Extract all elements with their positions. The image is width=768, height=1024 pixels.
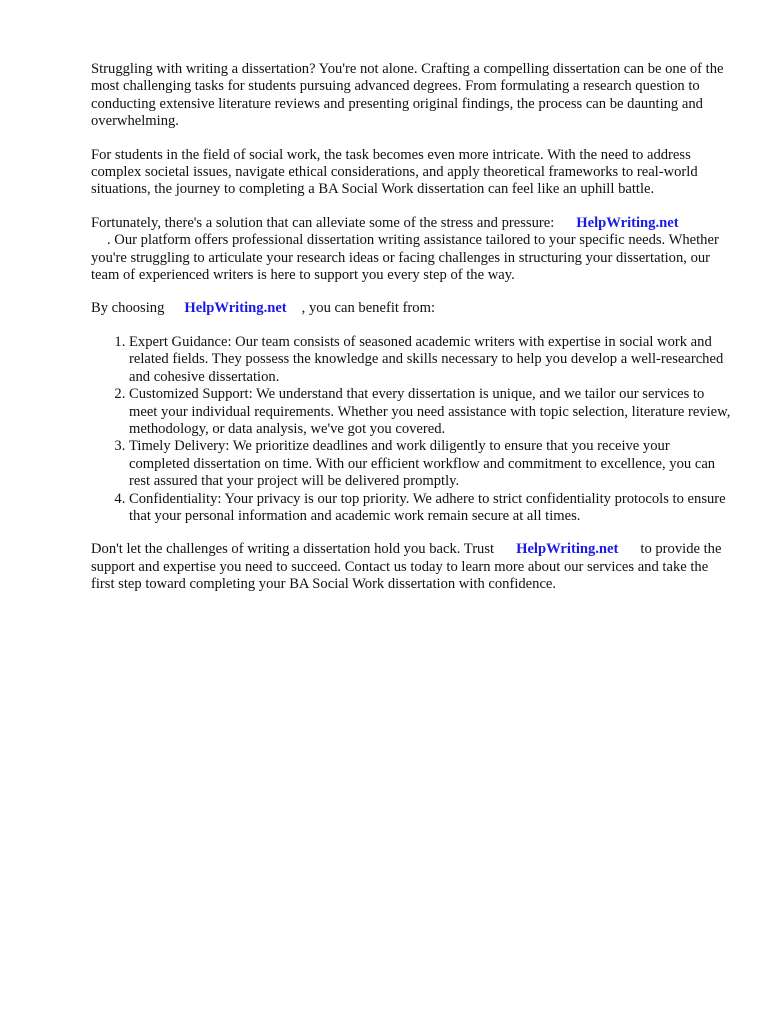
choosing-text-before: By choosing: [91, 300, 165, 317]
solution-text-before: Fortunately, there's a solution that can alleviate some of the stress and pressure:: [91, 214, 555, 231]
helpwriting-link-1[interactable]: HelpWriting.net: [576, 214, 679, 231]
list-item: 1. Expert Guidance: Our team consists of seasoned academic writers with expertise in social work and related fields. They possess the knowledge and skills necessary to help you develop a well-researched and cohesive dissertation.: [129, 334, 731, 386]
list-item: 4. Confidentiality: Your privacy is our top priority. We adhere to strict confidentiality protocols to ensure that your personal information and academic work remain secure at all times.: [129, 491, 731, 526]
choosing-paragraph: [91, 300, 731, 317]
list-item: 2. Customized Support: We understand that every dissertation is unique, and we tailor our services to meet your individual requirements. Whether you need assistance with topic selection, literature review, methodology, or data analysis, we've got you covered.: [129, 386, 731, 438]
closing-paragraph: [91, 541, 731, 593]
helpwriting-link-3[interactable]: HelpWriting.net: [516, 541, 619, 558]
closing-text-after: to provide the support and expertise you need to succeed. Contact us today to learn more about our services and take the first step toward completing your BA Social Work dissertation with confidence.: [91, 541, 722, 593]
social-work-paragraph: For students in the field of social work, the task becomes even more intricate. With the need to address complex societal issues, navigate ethical considerations, and apply theoretical frameworks to real-world situations, the journey to completing a BA Social Work dissertation can feel like an uphill battle.: [91, 146, 698, 198]
choosing-text-after: , you can benefit from:: [301, 300, 435, 317]
helpwriting-link-2[interactable]: HelpWriting.net: [184, 300, 287, 317]
list-item: 3. Timely Delivery: We prioritize deadlines and work diligently to ensure that you receive your completed dissertation on time. With our efficient workflow and commitment to excellence, you can rest assured that your project will be delivered promptly.: [129, 438, 731, 490]
solution-text-after: . Our platform offers professional dissertation writing assistance tailored to your specific needs. Whether you're struggling to articulate your research ideas or facing challenges in structuring your dissertation, our team of experienced writers is here to support you every step of the way.: [91, 232, 719, 284]
benefits-list: [91, 334, 731, 525]
intro-paragraph: Struggling with writing a dissertation? You're not alone. Crafting a compelling dissertation can be one of the most challenging tasks for students pursuing advanced degrees. From formulating a research question to conducting extensive literature reviews and presenting original findings, the process can be daunting and overwhelming.: [91, 61, 724, 130]
closing-text-before: Don't let the challenges of writing a dissertation hold you back. Trust: [91, 541, 495, 558]
solution-paragraph: [91, 215, 731, 285]
document-body: [91, 61, 731, 610]
